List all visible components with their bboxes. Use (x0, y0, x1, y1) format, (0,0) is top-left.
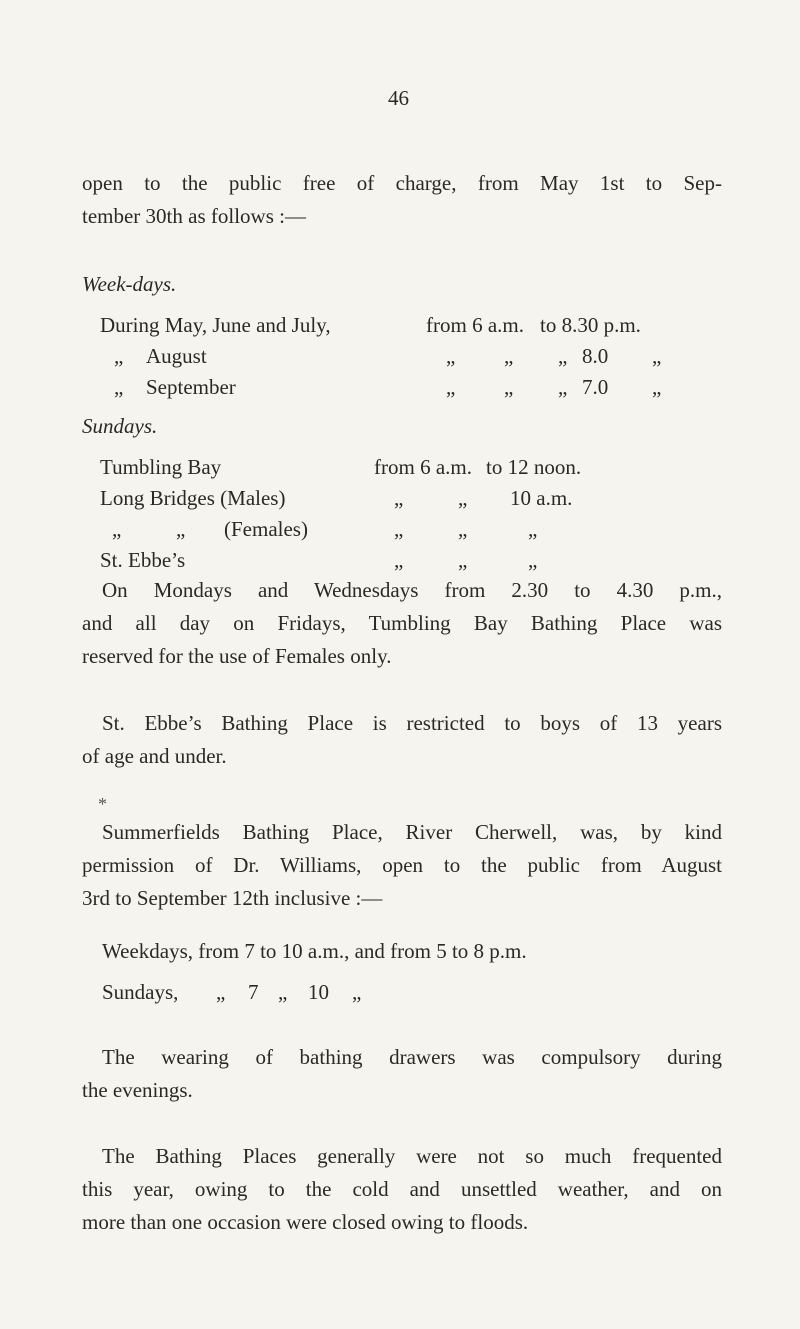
schedule-row (100, 452, 720, 483)
ditto-mark: „ (652, 375, 662, 399)
ditto-mark: „ (352, 980, 362, 1004)
place-label: Long Bridges (Males) (100, 486, 286, 510)
intro-paragraph (82, 167, 722, 233)
ditto-mark: „ (394, 548, 404, 572)
ditto-mark: „ (394, 517, 404, 541)
ditto-mark: „ (114, 344, 124, 368)
text-line: The wearing of bathing drawers was compulsory during (102, 1045, 722, 1069)
schedule-row (100, 483, 720, 514)
text-line: of age and under. (82, 744, 227, 768)
text-line: St. Ebbe’s Bathing Place is restricted to boys of 13 years (102, 711, 722, 735)
text-line: this year, owing to the cold and unsettled weather, and on (82, 1177, 722, 1201)
sundays-schedule (100, 452, 720, 576)
schedule-row (100, 545, 720, 576)
asterisk-mark: * (98, 794, 107, 814)
text-line: and all day on Fridays, Tumbling Bay Bathing Place was (82, 611, 722, 635)
from-hour: 7 (248, 980, 259, 1004)
final-paragraph (82, 1140, 722, 1239)
text-line: On Mondays and Wednesdays from 2.30 to 4.30 p.m., (102, 578, 722, 602)
from-time: from 6 a.m. (426, 313, 524, 337)
summerfields-sundays (102, 976, 422, 1009)
text-line: more than one occasion were closed owing to floods. (82, 1210, 529, 1234)
summerfields-weekdays: Weekdays, from 7 to 10 a.m., and from 5 to 8 p.m. (102, 939, 527, 963)
text-line: The Bathing Places generally were not so much frequented (102, 1144, 722, 1168)
ditto-mark: „ (458, 486, 468, 510)
text-line: open to the public free of charge, from May 1st to Sep- (82, 171, 722, 195)
ditto-mark: „ (446, 375, 456, 399)
st-ebbes-paragraph (82, 707, 722, 773)
weekdays-schedule (100, 310, 720, 403)
ditto-mark: „ (504, 344, 514, 368)
ditto-mark: „ (458, 517, 468, 541)
text-line: tember 30th as follows :— (82, 204, 306, 228)
sundays-heading: Sundays. (82, 414, 158, 438)
page-number: 46 (388, 86, 409, 110)
place-label: St. Ebbe’s (100, 548, 186, 572)
ditto-mark: „ (504, 375, 514, 399)
place-label: (Females) (224, 517, 308, 541)
schedule-row (100, 372, 720, 403)
period-label: August (146, 344, 207, 368)
from-time: from 6 a.m. (374, 455, 472, 479)
schedule-row (100, 341, 720, 372)
ditto-mark: „ (278, 980, 288, 1004)
summerfields-paragraph (82, 816, 722, 915)
ditto-mark: „ (176, 517, 186, 541)
place-label: Tumbling Bay (100, 455, 222, 479)
to-hour: 10 (308, 980, 329, 1004)
ditto-mark: „ (114, 375, 124, 399)
period-label: September (146, 375, 236, 399)
schedule-row (100, 514, 720, 545)
ditto-mark: „ (112, 517, 122, 541)
ditto-mark: „ (216, 980, 226, 1004)
ditto-mark: „ (558, 344, 568, 368)
ditto-mark: „ (558, 375, 568, 399)
text-line: reserved for the use of Females only. (82, 644, 392, 668)
period-label: During May, June and July, (100, 313, 331, 337)
ditto-mark: „ (528, 517, 538, 541)
weekdays-heading: Week-days. (82, 272, 177, 296)
to-time: 8.0 (582, 344, 609, 368)
to-time: to 12 noon. (486, 455, 582, 479)
ditto-mark: „ (652, 344, 662, 368)
ditto-mark: „ (458, 548, 468, 572)
ditto-mark: „ (446, 344, 456, 368)
to-time: to 8.30 p.m. (540, 313, 641, 337)
text-line: 3rd to September 12th inclusive :— (82, 886, 383, 910)
schedule-row (100, 310, 720, 341)
text-line: the evenings. (82, 1078, 193, 1102)
mondays-paragraph (82, 574, 722, 673)
to-time: 10 a.m. (510, 486, 573, 510)
text-line: Summerfields Bathing Place, River Cherwell, was, by kind (102, 820, 722, 844)
to-time: 7.0 (582, 375, 609, 399)
ditto-mark: „ (528, 548, 538, 572)
text-line: permission of Dr. Williams, open to the public from August (82, 853, 722, 877)
drawers-paragraph (82, 1041, 722, 1107)
sundays-label: Sundays, (102, 980, 179, 1004)
ditto-mark: „ (394, 486, 404, 510)
